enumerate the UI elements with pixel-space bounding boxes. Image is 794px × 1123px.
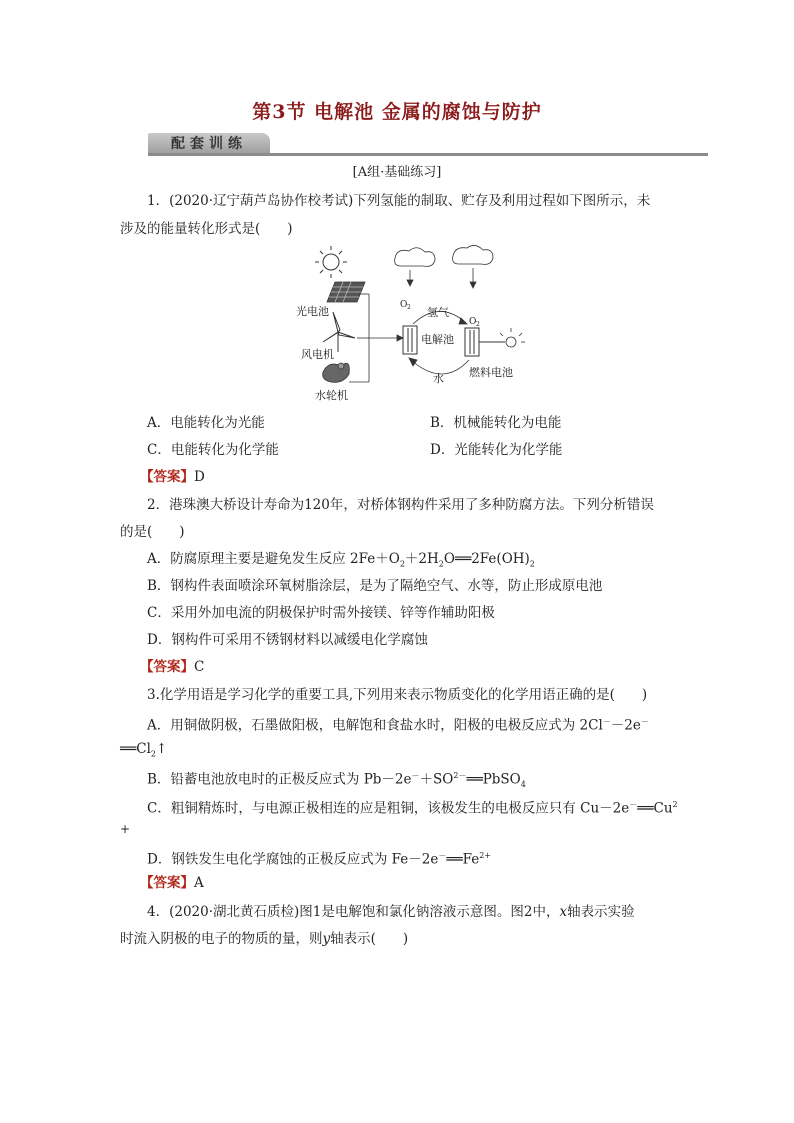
pv-label: 光电池	[296, 305, 329, 318]
fuel-cell-label: 燃料电池	[469, 366, 513, 379]
q3-stem: 3.化学用语是学习化学的重要工具,下列用来表示物质变化的化学用语正确的是( )	[147, 687, 648, 703]
q2-option-c[interactable]: C．采用外加电流的阴极保护时需外接镁、锌等作辅助阳极	[147, 605, 495, 621]
sub: 2	[150, 749, 156, 759]
sup: 2	[672, 800, 678, 809]
q3-option-a[interactable]	[147, 712, 649, 736]
q3-d-text-2: ══Fe	[446, 851, 480, 868]
q4-stem-line1	[147, 902, 635, 922]
water-turbine-label: 水轮机	[315, 389, 348, 402]
cloud-dark-icon	[453, 245, 493, 264]
o2-label-b: O	[469, 317, 477, 327]
answer-label: 【答案】	[140, 659, 194, 675]
q3-a-text-3: ══Cl	[120, 741, 151, 757]
q2-stem-line1: 2．港珠澳大桥设计寿命为120年，对桥体钢构件采用了多种防腐方法。下列分析错误	[147, 497, 654, 513]
sub: 2	[438, 559, 444, 569]
q3-a-text: A．用铜做阴极，石墨做阳极，电解饱和食盐水时，阳极的电极反应式为 2Cl	[147, 717, 603, 734]
q3-d-text: D．钢铁发生电化学腐蚀的正极反应式为 Fe－2e	[147, 851, 439, 868]
sup: 2+	[479, 851, 491, 860]
fuel-cell	[465, 328, 505, 356]
sup: －	[629, 800, 638, 809]
q3-a-text-4: ↑	[156, 741, 168, 757]
q2-a-text-2: ＋2H	[404, 551, 439, 567]
q4-text-4: 轴表示( )	[330, 931, 409, 947]
page-title: 第3节 电解池 金属的腐蚀与防护	[252, 101, 542, 123]
answer-label: 【答案】	[140, 875, 194, 891]
q1-option-a[interactable]: A．电能转化为光能	[147, 415, 265, 431]
sub: 4	[520, 780, 526, 790]
solar-panel-icon	[327, 282, 365, 302]
lamp-icon	[500, 328, 525, 347]
q2-answer	[140, 657, 204, 677]
q3-a-text-2: －2e	[610, 717, 641, 734]
electrolyzer-label: 电解池	[421, 333, 454, 346]
group-heading: [A组·基础练习]	[352, 165, 442, 180]
q2-option-a[interactable]	[147, 549, 535, 575]
q3-answer	[140, 873, 204, 893]
q4-text-2: 轴表示实验	[567, 904, 635, 920]
water-label: 水	[433, 372, 444, 385]
q2-stem-line2: 的是( )	[120, 524, 185, 540]
q4-text-3: 时流入阴极的电子的物质的量，则	[120, 931, 323, 947]
answer-value: C	[194, 659, 205, 675]
q3-option-c-cont: +	[120, 822, 131, 836]
section-banner: 配套训练	[148, 133, 270, 155]
o2-sub-a: 2	[407, 304, 411, 311]
q3-c-text-2: ══Cu	[637, 800, 673, 817]
q4-text: 4．(2020·湖北黄石质检)图1是电解饱和氯化钠溶液示意图。图2中，	[147, 904, 560, 920]
y-var: y	[322, 931, 331, 947]
q2-option-b[interactable]: B．钢构件表面喷涂环氧树脂涂层，是为了隔绝空气、水等，防止形成原电池	[147, 578, 603, 594]
sub: 2	[529, 559, 535, 569]
q1-stem-line1: 1．(2020·辽宁葫芦岛协作校考试)下列氢能的制取、贮存及利用过程如下图所示，未	[147, 193, 651, 209]
q3-option-d[interactable]	[147, 846, 491, 870]
sub: 2	[399, 559, 405, 569]
cloud-icon	[395, 248, 435, 267]
q1-option-c[interactable]: C．电能转化为化学能	[147, 442, 279, 458]
answer-value: D	[194, 469, 205, 485]
q2-a-text: A．防腐原理主要是避免发生反应 2Fe＋O	[147, 551, 400, 567]
q1-answer	[140, 467, 205, 487]
banner-divider	[148, 153, 708, 156]
q3-b-text: B．铅蓄电池放电时的正极反应式为 Pb－2e	[147, 771, 412, 788]
q3-option-a-cont	[120, 739, 167, 765]
sup: －	[640, 717, 649, 726]
electrolyzer-cell	[403, 326, 417, 354]
sup: －	[438, 851, 447, 860]
q1-option-b[interactable]: B．机械能转化为电能	[430, 415, 562, 431]
sup: 2－	[453, 771, 467, 780]
sup: －	[602, 717, 611, 726]
q4-stem-line2	[120, 929, 408, 949]
q2-a-text-3: O══2Fe(OH)	[443, 551, 530, 567]
q1-stem-line2: 涉及的能量转化形式是( )	[120, 221, 293, 237]
q3-option-c[interactable]	[147, 795, 678, 819]
q3-b-text-2: ＋SO	[419, 771, 454, 788]
o2-sub-b: 2	[476, 321, 480, 328]
hydrogen-energy-diagram	[293, 242, 533, 410]
hydrogen-label: 氢气	[427, 306, 449, 319]
q2-option-d[interactable]: D．钢构件可采用不锈钢材料以减缓电化学腐蚀	[147, 632, 428, 648]
sup: －	[411, 771, 420, 780]
water-turbine-icon	[323, 363, 350, 382]
o2-label-a: O	[400, 300, 408, 310]
source-bracket	[349, 294, 403, 382]
x-var: x	[559, 904, 568, 920]
wind-label: 风电机	[301, 348, 334, 361]
answer-value: A	[194, 875, 204, 891]
sun-icon	[315, 246, 347, 278]
wind-turbine-icon	[323, 312, 355, 352]
q3-b-text-3: ══PbSO	[466, 771, 521, 788]
q3-option-b[interactable]	[147, 766, 526, 795]
q1-option-d[interactable]: D．光能转化为化学能	[430, 442, 563, 458]
answer-label: 【答案】	[140, 469, 194, 485]
q3-c-text: C．粗铜精炼时，与电源正极相连的应是粗铜，该极发生的电极反应只有 Cu－2e	[147, 800, 630, 817]
